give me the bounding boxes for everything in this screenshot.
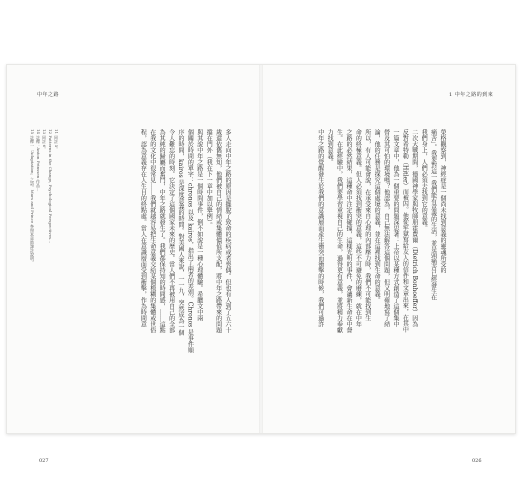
text-line: 序的時間，kairos 是深度意義的時間。對美國人來說，一一九，突然成為一個 bbox=[176, 129, 184, 336]
text-line: 程，認為意義存在人生目的終點處。當人在意識層面受到衝擊，作為時間意 bbox=[139, 129, 147, 327]
book-spread bbox=[6, 64, 516, 464]
text-line: 營及其可怕的環境嗎？他認為，自己無法解答這個問題，但又明確地寫了結 bbox=[382, 129, 390, 327]
text-line: 痛苦」。我要對這一我們能有意義的生活，並是頭痛苦已經發生在 bbox=[429, 129, 437, 300]
text-line: 一篇文章中，他為一個重要的問題深思著：上帝以某種方式創造了這個集中 bbox=[391, 129, 399, 327]
left-page-number: 027 bbox=[39, 458, 49, 464]
footnote: 15 註釋一「Adaptation」之語。Mars and Prince 參照本章節譯註說明。 bbox=[30, 129, 35, 265]
text-line: 論，他的任務是探究這個處境的意義，並在這裡找到生命的意義。 bbox=[373, 129, 381, 303]
footnote: 12 Patterns in the Change, Psychological Perspectives… bbox=[48, 129, 53, 244]
footnote: 13 同註 6。 bbox=[42, 129, 47, 152]
left-page-footnotes bbox=[29, 129, 59, 359]
left-page-header: 中年之路 bbox=[37, 92, 60, 98]
left-page-body bbox=[107, 129, 232, 354]
text-line: 與其說中年之路是一個時間事件，倒不如說是一種心理體驗。希臘文中兩 bbox=[195, 129, 203, 321]
right-page-number: 026 bbox=[472, 458, 482, 464]
text-line: 擋在門外（我在下一章中加以舉例）。 bbox=[205, 129, 213, 228]
text-line: 個關於時間的單字：chronos 以及 kairos，指出了兩者的差別。Chronos 是事件順 bbox=[186, 129, 194, 354]
footnote: 11 同註 5。 bbox=[54, 129, 59, 152]
text-line: 中年之路的覺醒發生於我們的意識層面產生衝突而衝擊的時候，我們可過許 bbox=[316, 129, 324, 327]
footnote: 14 註釋：Anton Prinssen 作品… bbox=[36, 129, 41, 192]
text-line: 之路的必然結果，這種命中注定的碰撞，這樣光明的事件，會讓新生命在中督 bbox=[344, 129, 352, 333]
text-line: 多人走向中年之路的原因是擺脫了致命的疾病或者喪偶。但也有人到了五六十 bbox=[224, 129, 231, 333]
right-page-body bbox=[287, 129, 447, 354]
text-line: 生。在此經驗中，我們要學習重視自己的生命，過得更有意義，並將精力奉獻 bbox=[335, 129, 343, 333]
text-line: 反對希特勒（Hitler）而被囚。他從牢獄寫給友人的信件和文章出來，在其中 bbox=[401, 129, 409, 333]
text-line: 所以，有人可能會說，在承受來自心理的內部壓力時，我們不可能找到生 bbox=[363, 129, 371, 321]
text-line: 歲還依舊無知，他們被自己的情結或集體價值所支配，將中年之路帶來的問題 bbox=[214, 129, 222, 333]
text-line: 命的終極意義。但人必須找到衝突的意義，這些不可避免的磨練，就在中年 bbox=[354, 129, 362, 327]
text-line: 二次大戰期間，德國神學家與牧師朋霍費爾（Dietrich Bonhoeffer）因為 bbox=[410, 129, 418, 328]
text-line: 力找到意義。 bbox=[326, 129, 334, 165]
text-line: 我們身上，人們必須去找到它的意義。 bbox=[420, 129, 428, 231]
text-line: 在我的文化中很常見……我們就越容易把生命意義交給某個模糊的集體或世俗 bbox=[148, 129, 156, 333]
text-line: 令人難忘的時刻。它決定了這個國家未來的歷史。當人們不再被用自己的全部 bbox=[167, 129, 175, 333]
text-line: 為其純的歸屬而奮鬥，中年之路就發生了。我們都保持知的時間感，……這點 bbox=[158, 129, 166, 333]
book-gutter bbox=[259, 65, 263, 433]
right-page-header: 1 中年之路的到來 bbox=[449, 92, 494, 98]
text-line: 榮格觀察到，神經症是一個尚未找到意義的靈魂所受的 bbox=[439, 129, 446, 273]
